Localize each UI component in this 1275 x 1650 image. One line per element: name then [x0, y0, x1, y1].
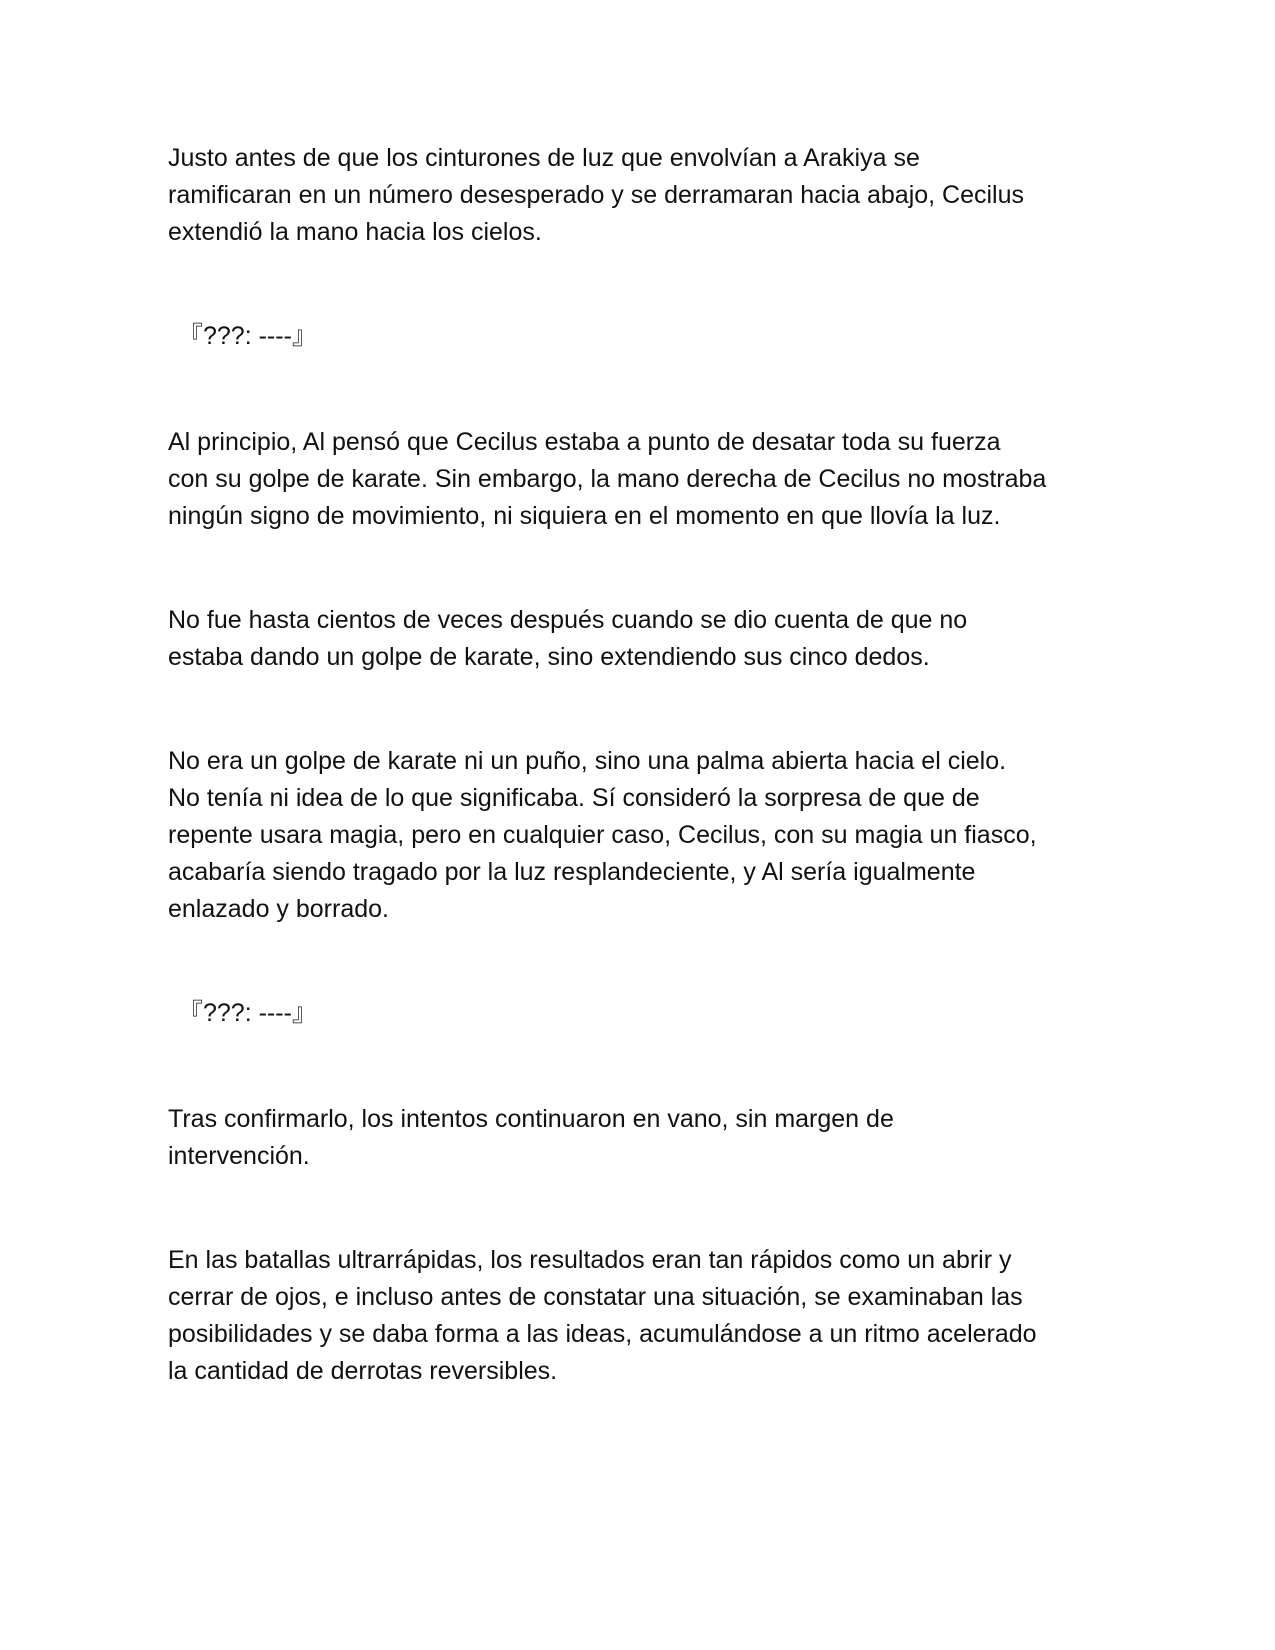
paragraph-line: con su golpe de karate. Sin embargo, la mano derecha de Cecilus no mostraba — [168, 465, 1047, 493]
paragraph-line: En las batallas ultrarrápidas, los resultados eran tan rápidos como un abrir y — [168, 1246, 1012, 1274]
paragraph-line: enlazado y borrado. — [168, 895, 389, 923]
paragraph-line: cerrar de ojos, e incluso antes de constatar una situación, se examinaban las — [168, 1283, 1023, 1311]
paragraph-line: No fue hasta cientos de veces después cuando se dio cuenta de que no — [168, 606, 968, 634]
dialogue-line-1: 『???: ----』 — [178, 322, 317, 350]
paragraph-6 — [168, 1242, 1068, 1390]
paragraph-line: acabaría siendo tragado por la luz resplandeciente, y Al sería igualmente — [168, 858, 976, 886]
paragraph-line: Justo antes de que los cinturones de luz que envolvían a Arakiya se — [168, 144, 920, 172]
paragraph-line: extendió la mano hacia los cielos. — [168, 218, 542, 246]
paragraph-line: intervención. — [168, 1142, 310, 1170]
paragraph-2 — [168, 424, 1068, 535]
paragraph-line: estaba dando un golpe de karate, sino extendiendo sus cinco dedos. — [168, 643, 930, 671]
paragraph-line: la cantidad de derrotas reversibles. — [168, 1357, 558, 1385]
paragraph-3 — [168, 602, 1068, 676]
paragraph-4 — [168, 743, 1068, 928]
paragraph-line: Al principio, Al pensó que Cecilus estaba a punto de desatar toda su fuerza — [168, 428, 1001, 456]
dialogue-line-2: 『???: ----』 — [178, 999, 317, 1027]
paragraph-line: posibilidades y se daba forma a las ideas, acumulándose a un ritmo acelerado — [168, 1320, 1037, 1348]
paragraph-line: ramificaran en un número desesperado y se derramaran hacia abajo, Cecilus — [168, 181, 1025, 209]
paragraph-line: repente usara magia, pero en cualquier caso, Cecilus, con su magia un fiasco, — [168, 821, 1037, 849]
paragraph-line: No tenía ni idea de lo que significaba. Sí consideró la sorpresa de que de — [168, 784, 980, 812]
paragraph-line: Tras confirmarlo, los intentos continuaron en vano, sin margen de — [168, 1105, 894, 1133]
paragraph-line: No era un golpe de karate ni un puño, sino una palma abierta hacia el cielo. — [168, 747, 1007, 775]
paragraph-1 — [168, 140, 1068, 251]
paragraph-line: ningún signo de movimiento, ni siquiera en el momento en que llovía la luz. — [168, 502, 1001, 530]
paragraph-5 — [168, 1101, 1068, 1175]
